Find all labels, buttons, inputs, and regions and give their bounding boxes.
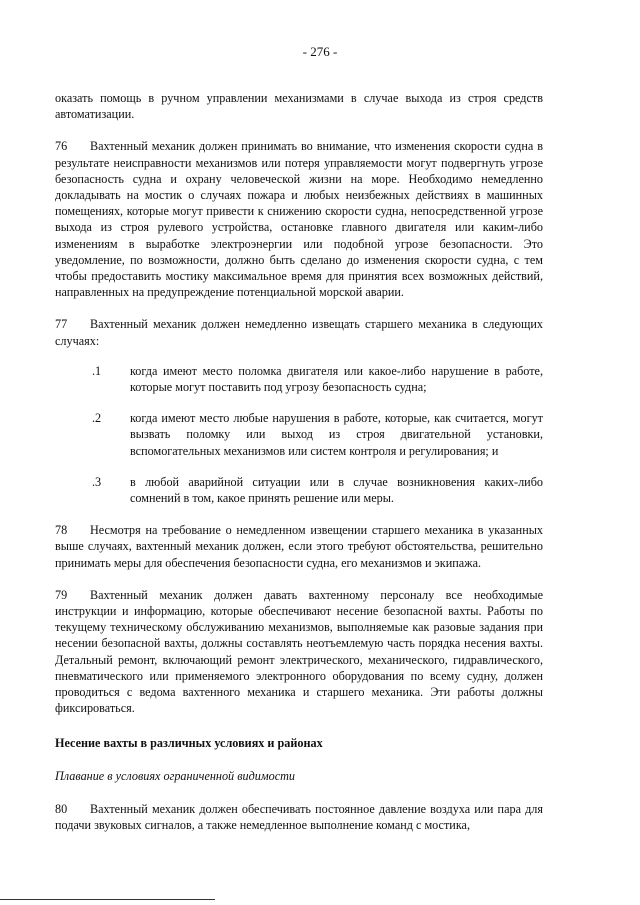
list-item-number: .3	[92, 474, 102, 489]
paragraph-number: 80	[55, 801, 68, 816]
list-item	[55, 410, 543, 459]
subsection-title: Плавание в условиях ограниченной видимости	[55, 768, 296, 783]
paragraph-continued: оказать помощь в ручном управлении механизмами в случае выхода из строя средств автоматизации.	[55, 91, 543, 122]
list-item-number: .2	[92, 411, 102, 426]
paragraph-number: 77	[55, 317, 68, 332]
list-item	[55, 363, 543, 395]
paragraph-79	[55, 587, 543, 717]
list-item-text: когда имеют место поломка двигателя или какое-либо нарушение в работе, которые могут поставить под угрозу безопасность судна;	[130, 363, 543, 395]
paragraph-number: 79	[55, 587, 68, 602]
list-item	[55, 474, 543, 506]
section-title: Несение вахты в различных условиях и районах	[55, 735, 323, 750]
list-item-number: .1	[92, 363, 102, 378]
footnote-divider	[0, 899, 215, 900]
list-item-text: когда имеют место любые нарушения в работе, которые, как считается, могут вызвать поломку или выход из строя двигательной установки, вспомогательных механизмов или систем контроля и регулирования; и	[130, 411, 543, 458]
paragraph-76	[55, 138, 543, 300]
paragraph-text: Несмотря на требование о немедленном извещении старшего механика в указанных выше случаях, вахтенный механик должен, если этого требуют обстоятельства, решительно принимать меры для обеспечения безопасности судна, его механизмов и экипажа.	[55, 523, 543, 570]
page-number: - 276 -	[302, 44, 338, 59]
paragraph-number: 76	[55, 139, 68, 154]
paragraph-number: 78	[55, 523, 68, 538]
list-item-text: в любой аварийной ситуации или в случае возникновения каких-либо сомнений в том, какое принять решение или меры.	[130, 474, 543, 506]
paragraph-text: Вахтенный механик должен обеспечивать постоянное давление воздуха или пара для подачи звуковых сигналов, а также немедленное выполнение команд с мостика,	[55, 801, 543, 833]
paragraph-77	[55, 316, 543, 348]
document-body	[55, 90, 543, 849]
paragraph-text: Вахтенный механик должен немедленно извещать старшего механика в следующих случаях:	[55, 317, 543, 348]
paragraph-text: Вахтенный механик должен принимать во внимание, что изменения скорости судна в результате неисправности механизмов или потеря управляемости могут подвергнуть угрозе безопасность судна и охрану человеческой жизни на море. Необходимо немедленно докладывать на мостик о случаях пожара и любых неизбежных действиях в машинных помещениях, которые могут привести к снижению скорости судна, непосредственной угрозе выхода из строя рулевого устройства, остановке главного двигателя или каким-либо изменениям в выработке электроэнергии или подобной угрозе безопасности. Это уведомление, по возможности, должно быть сделано до изменения скорости судна, с тем чтобы предоставить мостику максимальное время для принятия всех возможных действий, направленных на предупреждение потенциальной морской аварии.	[55, 139, 543, 300]
paragraph-80	[55, 801, 543, 833]
paragraph-text: Вахтенный механик должен давать вахтенному персоналу все необходимые инструкции и информацию, которые обеспечивают несение безопасной вахты. Работы по текущему техническому обслуживанию механизмов, выполняемые как разовые задания при несении безопасной вахты, должны составлять неотъемлемую часть порядка несения вахты. Детальный ремонт, включающий ремонт электрического, механического, гидравлического, пневматического или применяемого электронного оборудования по всему судну, должен проводиться с ведома вахтенного механика и старшего механика. Эти работы должны фиксироваться.	[55, 587, 543, 716]
paragraph-78	[55, 522, 543, 571]
